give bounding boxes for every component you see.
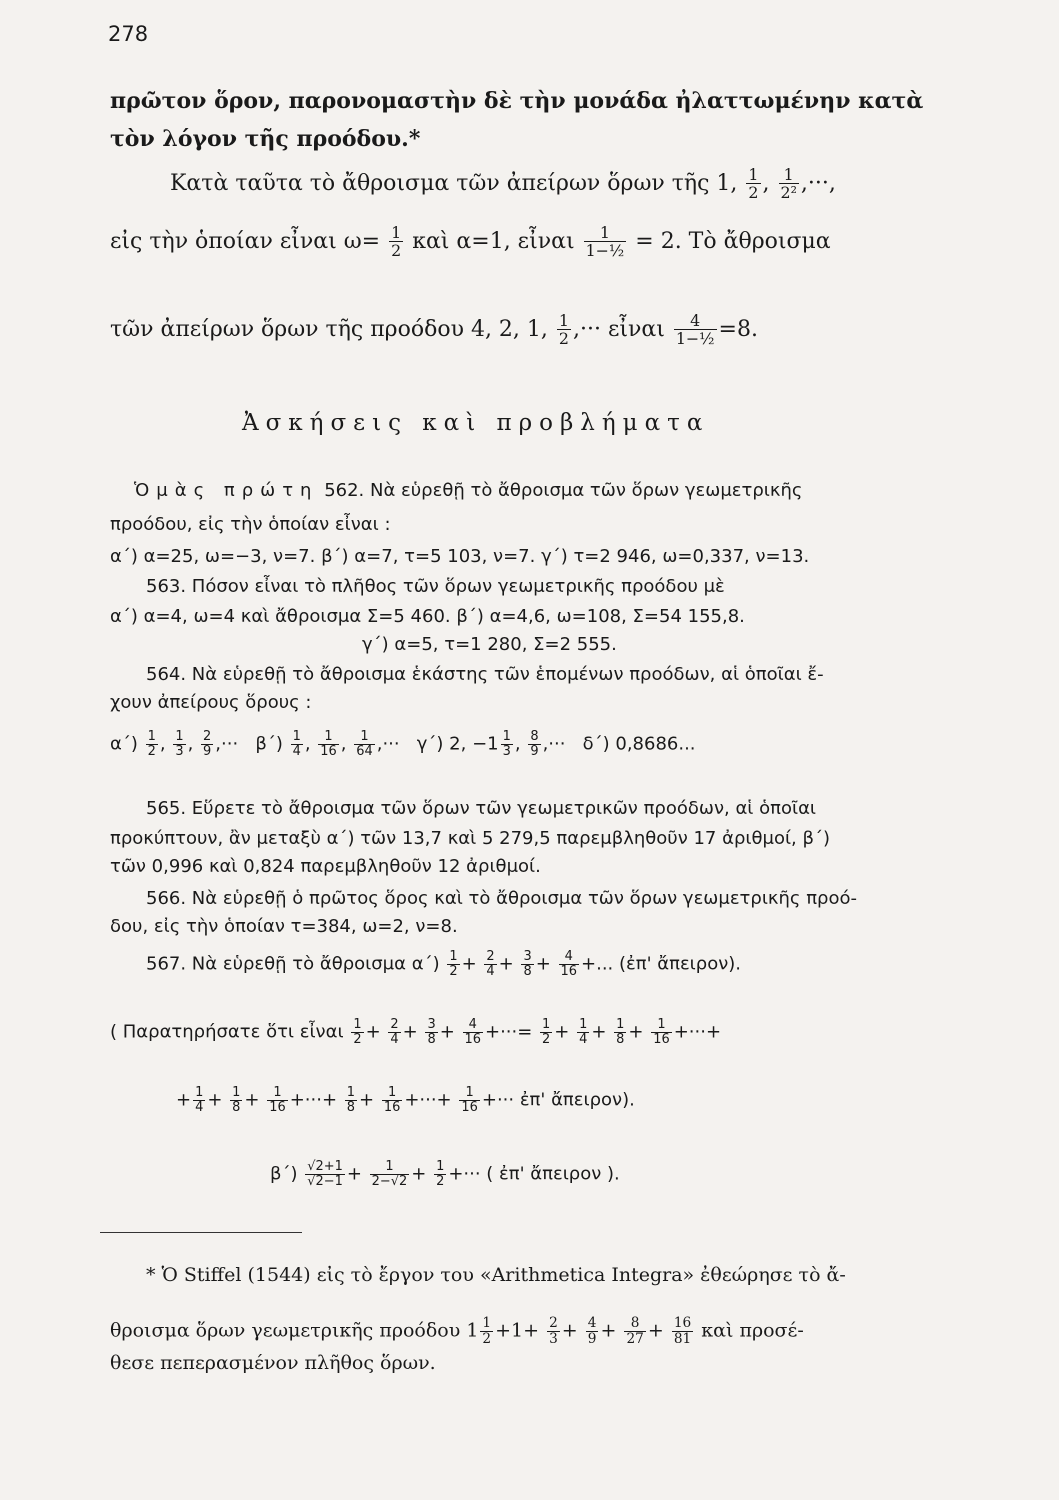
fraction: $\frac{1}{16}$ (320, 729, 337, 760)
problem-567-note: ( Παρατηρήσατε ὅτι εἶναι (110, 1021, 344, 1043)
fraction-half: $\frac{1}{2}$ (748, 165, 759, 203)
fraction: $\frac{1}{16}$ (461, 1085, 478, 1116)
fraction-sqrt: $\frac{1}{2-√2}$ (371, 1159, 408, 1190)
fraction: $\frac{1}{2}$ (436, 1159, 445, 1190)
problem-567-text: 567. Νὰ εὑρεθῇ τὸ ἄθροισμα α΄) (146, 953, 440, 975)
fraction: $\frac{4}{9}$ (587, 1315, 597, 1348)
beta-label: β΄) (255, 733, 283, 755)
problem-567-line-1: 567. Νὰ εὑρεθῇ τὸ ἄθροισμα α΄) $\frac{1}{2}$ + $\frac{2}{4}$ + $\frac{3}{8}$ + $\frac{4}{16}$ +... (ἐπ' ἄπειρον). (146, 949, 742, 980)
problem-563-line-2: α΄) α=4, ω=4 καὶ ἄθροισμα Σ=5 460. β΄) α=4,6, ω=108, Σ=54 155,8. (110, 606, 745, 627)
fraction: $\frac{1}{2}$ (482, 1315, 492, 1348)
fraction: $\frac{1}{8}$ (346, 1085, 356, 1116)
fraction: $\frac{1}{2}$ (449, 949, 458, 980)
problem-562-line-1 (134, 482, 802, 500)
example-line-3 (110, 312, 758, 348)
fraction: $\frac{1}{64}$ (356, 729, 373, 760)
fraction: $\frac{1}{8}$ (232, 1085, 241, 1116)
fraction: $\frac{1}{8}$ (616, 1017, 625, 1048)
footnote-line-1: * Ὁ Stiffel (1544) εἰς τὸ ἔργον του «Arithmetica Integra» ἐθεώρησε τὸ ἄ- (146, 1264, 846, 1286)
fraction: $\frac{1}{16}$ (269, 1085, 286, 1116)
fraction: $\frac{4}{16}$ (464, 1017, 481, 1048)
delta-label: δ΄) 0,8686... (582, 733, 696, 755)
problem-563-line-3: γ΄) α=5, τ=1 280, Σ=2 555. (362, 634, 617, 655)
fraction: $\frac{1}{4}$ (195, 1085, 204, 1116)
example-text-3c: =8. (718, 316, 758, 342)
problem-562-line-3: α΄) α=25, ω=−3, ν=7. β΄) α=7, τ=5 103, ν=7. γ΄) τ=2 946, ω=0,337, ν=13. (110, 546, 810, 567)
footnote-rule (100, 1232, 302, 1233)
problem-567-line-3: + $\frac{1}{4}$ + $\frac{1}{8}$ + $\frac{1}{16}$ +···+ $\frac{1}{8}$ + $\frac{1}{16}$ +···+ $\frac{1}{16}$ +··· ἐπ' ἄπειρον). (176, 1085, 635, 1116)
problem-564-line-1: 564. Νὰ εὑρεθῇ τὸ ἄθροισμα ἑκάστης τῶν ἑπομένων προόδων, αἱ ὁποῖαι ἔ- (146, 664, 824, 685)
fraction: $\frac{1}{3}$ (502, 729, 511, 760)
example-text-1: Κατὰ ταῦτα τὸ ἄθροισμα τῶν ἀπείρων ὅρων τῆς 1, (170, 170, 738, 196)
fraction: $\frac{2}{4}$ (486, 949, 495, 980)
fraction: $\frac{2}{9}$ (203, 729, 212, 760)
fraction: $\frac{3}{8}$ (523, 949, 532, 980)
example-text-2a: εἰς τὴν ὁποίαν εἶναι ω= (110, 228, 381, 254)
problem-563-line-1: 563. Πόσον εἶναι τὸ πλῆθος τῶν ὅρων γεωμετρικῆς προόδου μὲ (146, 576, 725, 597)
fraction: $\frac{8}{27}$ (626, 1315, 644, 1348)
problem-565-line-2: προκύπτουν, ἂν μεταξὺ α΄) τῶν 13,7 καὶ 5 279,5 παρεμβληθοῦν 17 ἀριθμοί, β΄) (110, 828, 831, 849)
fraction: $\frac{2}{4}$ (390, 1017, 399, 1048)
fraction: $\frac{1}{16}$ (383, 1085, 401, 1116)
fraction: $\frac{4}{16}$ (560, 949, 578, 980)
example-line-2 (110, 224, 831, 260)
example-text-2b: καὶ α=1, εἶναι (412, 228, 575, 254)
problem-565-line-3: τῶν 0,996 καὶ 0,824 παρεμβληθοῦν 12 ἀριθμοί. (110, 856, 541, 877)
fraction-half-2: $\frac{1}{2}$ (558, 311, 569, 349)
intro-line-1: πρῶτον ὅρον, παρονομαστὴν δὲ τὴν μονάδα ἠλαττωμένην κατὰ (110, 88, 924, 114)
fraction: $\frac{1}{2}$ (147, 729, 156, 760)
footnote-text-2a: θροισμα ὅρων γεωμετρικῆς προόδου 1 (110, 1319, 479, 1342)
example-text-3a: τῶν ἀπείρων ὅρων τῆς προόδου 4, 2, 1, (110, 316, 548, 342)
fraction: $\frac{1}{4}$ (292, 729, 301, 760)
problem-567-line-4: β΄) $\frac{√2+1}{√2-1}$ + $\frac{1}{2-√2}$ + $\frac{1}{2}$ +··· ( ἐπ' ἄπειρον ). (270, 1159, 620, 1190)
problem-565-line-1: 565. Εὕρετε τὸ ἄθροισμα τῶν ὅρων τῶν γεωμετρικῶν προόδων, αἱ ὁποῖαι (146, 798, 817, 819)
footnote-text-2b: καὶ προσέ- (701, 1319, 804, 1342)
fraction: $\frac{1}{2}$ (353, 1017, 362, 1048)
problem-566-line-1: 566. Νὰ εὑρεθῇ ὁ πρῶτος ὅρος καὶ τὸ ἄθροισμα τῶν ὅρων γεωμετρικῆς προό- (146, 888, 857, 909)
fraction-omega: $\frac{1}{2}$ (391, 223, 402, 261)
group-label: Ὁμὰς πρώτη (134, 480, 319, 501)
example-text-3b: ,··· εἶναι (572, 316, 665, 342)
problem-566-line-2: δου, εἰς τὴν ὁποίαν τ=384, ω=2, ν=8. (110, 916, 458, 937)
problem-564-line-2: χουν ἀπείρους ὅρους : (110, 692, 312, 713)
fraction: $\frac{1}{16}$ (653, 1017, 670, 1048)
example-text-2c: = 2. Τὸ ἄθροισμα (635, 228, 831, 254)
fraction: $\frac{1}{4}$ (579, 1017, 588, 1048)
fraction: $\frac{3}{8}$ (427, 1017, 436, 1048)
problem-567-line-2: ( Παρατηρήσατε ὅτι εἶναι $\frac{1}{2}$ + $\frac{2}{4}$ + $\frac{3}{8}$ + $\frac{4}{16}$ +···= $\frac{1}{2}$ + $\frac{1}{4}$ + $\frac{1}{8}$ + $\frac{1}{16}$ +···+ (110, 1017, 722, 1048)
page-number: 278 (108, 22, 149, 46)
footnote-line-2: θροισμα ὅρων γεωμετρικῆς προόδου 1 $\frac{1}{2}$ +1+ $\frac{2}{3}$ + $\frac{4}{9}$ + $\frac{8}{27}$ + $\frac{16}{81}$ καὶ προσέ- (110, 1315, 804, 1348)
fraction: $\frac{8}{9}$ (530, 729, 539, 760)
problem-567-end: +... (ἐπ' ἄπειρον). (581, 953, 742, 975)
problem-562-text: 562. Νὰ εὑρεθῇ τὸ ἄθροισμα τῶν ὅρων γεωμετρικῆς (324, 480, 803, 501)
problem-562-line-2: προόδου, εἰς τὴν ὁποίαν εἶναι : (110, 514, 391, 535)
fraction: $\frac{1}{3}$ (175, 729, 184, 760)
fraction: $\frac{1}{2}$ (542, 1017, 551, 1048)
section-title: Ἀσκήσεις καὶ προβλήματα (242, 410, 710, 436)
fraction-sum-2: $\frac{4}{\text{1−½}}$ (675, 311, 715, 349)
problem-564-line-3: α΄) $\frac{1}{2}$ , $\frac{1}{3}$ , $\frac{2}{9}$ ,··· β΄) $\frac{1}{4}$ , $\frac{1}{16}$ , $\frac{1}{64}$ ,··· γ΄) 2, −1 $\frac{1}{3}$ , $\frac{8}{9}$ ,··· δ΄) 0,8686... (110, 729, 696, 760)
intro-line-2: τὸν λόγον τῆς προόδου.* (110, 126, 421, 152)
example-line-1: Κατὰ ταῦτα τὸ ἄθροισμα τῶν ἀπείρων ὅρων τῆς 1, $\frac{1}{2}$ , $\frac{1}{\text{2²}}$ ,···, (170, 165, 836, 203)
beta-label: β΄) (270, 1163, 298, 1185)
fraction-sum: $\frac{1}{\text{1−½}}$ (585, 223, 625, 261)
problem-567-note-end: +··· ἐπ' ἄπειρον). (481, 1089, 635, 1111)
fraction: $\frac{16}{81}$ (673, 1315, 692, 1348)
gamma-label: γ΄) 2, −1 (416, 733, 499, 755)
footnote-line-3: θεσε πεπερασμένον πλῆθος ὅρων. (110, 1352, 436, 1374)
fraction-quarter: $\frac{1}{\text{2²}}$ (780, 165, 797, 203)
problem-567-end-b: +··· ( ἐπ' ἄπειρον ). (448, 1163, 620, 1185)
fraction: $\frac{2}{3}$ (549, 1315, 558, 1348)
fraction-sqrt: $\frac{√2+1}{√2-1}$ (307, 1159, 343, 1190)
alpha-label: α΄) (110, 733, 138, 755)
